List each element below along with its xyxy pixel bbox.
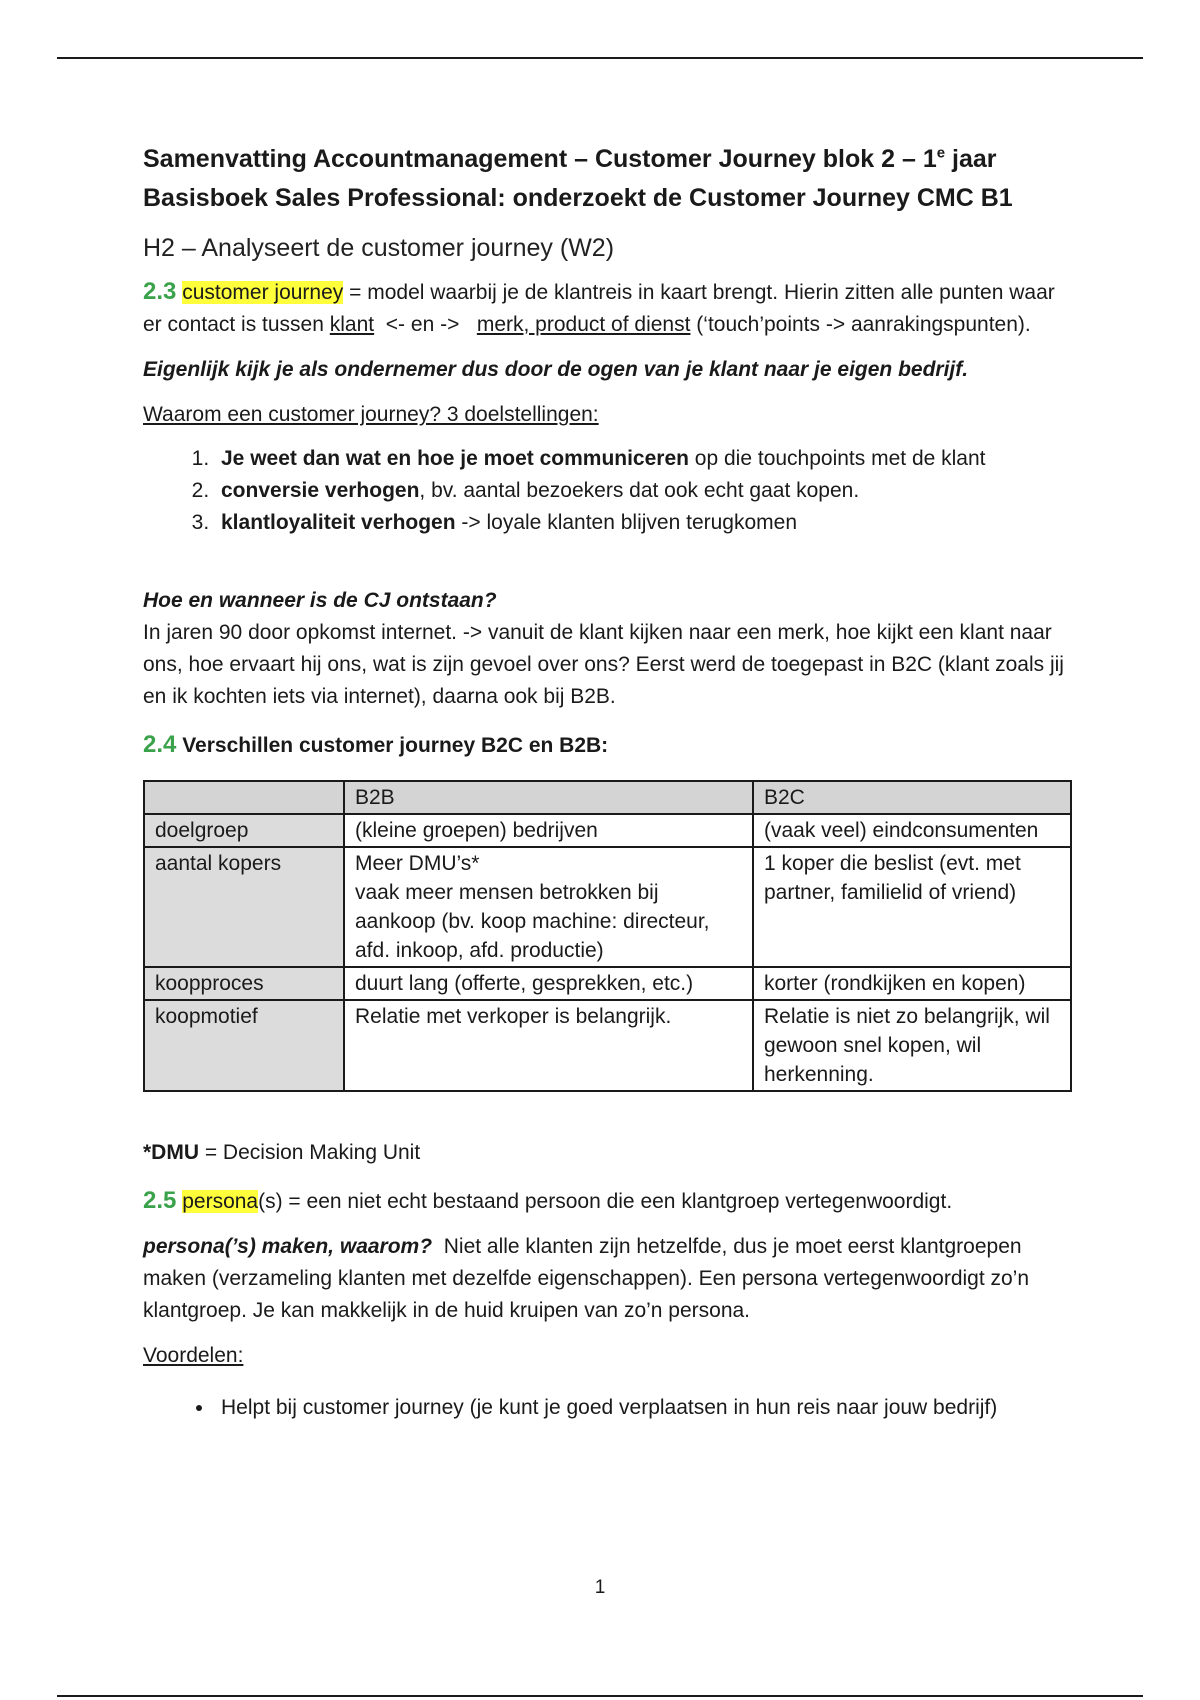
table-cell: korter (rondkijken en kopen) xyxy=(753,967,1071,1000)
persona-why-paragraph xyxy=(143,1231,1073,1327)
title-text: Samenvatting Accountmanagement – Customer Journey blok 2 – 1 xyxy=(143,145,937,173)
table-row xyxy=(144,967,1071,1000)
section-2-4-heading xyxy=(143,729,1073,762)
top-rule xyxy=(57,57,1143,59)
section-number: 2.4 xyxy=(143,731,177,758)
goal-rest: , bv. aantal bezoekers dat ook echt gaat kopen. xyxy=(419,479,860,502)
table-row xyxy=(144,847,1071,967)
table-header-cell: B2C xyxy=(753,781,1071,814)
table-row-label: koopproces xyxy=(144,967,344,1000)
highlighted-term: customer journey xyxy=(182,281,344,304)
table-header-row xyxy=(144,781,1071,814)
table-cell: duurt lang (offerte, gesprekken, etc.) xyxy=(344,967,753,1000)
list-item xyxy=(215,475,1073,507)
table-cell: 1 koper die beslist (evt. met partner, familielid of vriend) xyxy=(753,847,1071,967)
origin-text: In jaren 90 door opkomst internet. -> vanuit de klant kijken naar een merk, hoe kijkt een klant naar ons, hoe ervaart hij ons, wat is zijn gevoel over ons? Eerst werd de toegepast in B2C (klant zoals jij en ik kochten iets via internet), daarna ook bij B2B. xyxy=(143,621,1064,708)
list-item xyxy=(215,507,1073,539)
why-answer: Niet alle klanten zijn hetzelfde, dus je moet eerst klantgroepen maken (verzameling klanten met dezelfde eigenschappen). Een persona vertegenwoordigt zo’n klantgroep. Je kan makkelijk in de huid kruipen van zo’n persona. xyxy=(143,1235,1035,1322)
emphasis-statement: Eigenlijk kijk je als ondernemer dus door de ogen van je klant naar je eigen bedrijf. xyxy=(143,358,969,381)
table-cell: (kleine groepen) bedrijven xyxy=(344,814,753,847)
dmu-footnote xyxy=(143,1137,1073,1169)
goal-rest: -> loyale klanten blijven terugkomen xyxy=(455,511,798,534)
highlighted-term: persona xyxy=(182,1190,259,1213)
table-row xyxy=(144,1000,1071,1091)
definition-text-end: (‘touch’points -> aanrakingspunten). xyxy=(690,313,1031,336)
document-title-line1 xyxy=(143,140,1073,179)
table-header-cell: B2B xyxy=(344,781,753,814)
section-title: Verschillen customer journey B2C en B2B: xyxy=(176,734,609,757)
table-header-cell xyxy=(144,781,344,814)
goals-list xyxy=(143,443,1073,539)
section-2-5-definition xyxy=(143,1185,1073,1218)
goal-bold: klantloyaliteit verhogen xyxy=(221,511,456,534)
bottom-rule xyxy=(57,1695,1143,1697)
table-row-label: doelgroep xyxy=(144,814,344,847)
benefits-list xyxy=(143,1392,1073,1424)
table-row-label: koopmotief xyxy=(144,1000,344,1091)
page-content xyxy=(143,140,1073,1424)
section-2-3-definition xyxy=(143,276,1073,341)
underlined-klant: klant xyxy=(329,313,375,336)
document-title-line2: Basisboek Sales Professional: onderzoekt de Customer Journey CMC B1 xyxy=(143,184,1013,212)
dmu-abbrev: *DMU xyxy=(143,1141,199,1164)
table-row-label: aantal kopers xyxy=(144,847,344,967)
page-number: 1 xyxy=(594,1577,606,1598)
list-item xyxy=(215,443,1073,475)
table-cell: (vaak veel) eindconsumenten xyxy=(753,814,1071,847)
table-row xyxy=(144,814,1071,847)
table-cell: Meer DMU’s* vaak meer mensen betrokken bij aankoop (bv. koop machine: directeur, afd. inkoop, afd. productie) xyxy=(344,847,753,967)
underlined-merk: merk, product of dienst xyxy=(476,313,691,336)
title-text-end: jaar xyxy=(945,145,997,173)
table-cell: Relatie is niet zo belangrijk, wil gewoon snel kopen, wil herkenning. xyxy=(753,1000,1071,1091)
goal-rest: op die touchpoints met de klant xyxy=(688,447,986,470)
goal-bold: conversie verhogen xyxy=(221,479,420,502)
list-item: • Helpt bij customer journey (je kunt je goed verplaatsen in hun reis naar jouw bedrijf) xyxy=(215,1392,1073,1424)
section-number: 2.3 xyxy=(143,278,177,305)
definition-text: (s) = een niet echt bestaand persoon die een klantgroep vertegenwoordigt. xyxy=(258,1190,953,1213)
voordelen-heading: Voordelen: xyxy=(143,1344,244,1367)
origin-question: Hoe en wanneer is de CJ ontstaan? xyxy=(143,589,497,612)
table-cell: Relatie met verkoper is belangrijk. xyxy=(344,1000,753,1091)
waarom-heading: Waarom een customer journey? 3 doelstellingen: xyxy=(143,403,599,426)
chapter-heading: H2 – Analyseert de customer journey (W2) xyxy=(143,234,615,262)
section-number: 2.5 xyxy=(143,1187,177,1214)
arrows-text: <- en -> xyxy=(374,313,477,336)
dmu-definition: = Decision Making Unit xyxy=(199,1141,421,1164)
definition-text: = model waarbij je de klantreis in kaart brengt. Hierin zitten alle punten waar er contact is tussen xyxy=(143,281,1055,336)
comparison-table xyxy=(143,780,1072,1092)
title-superscript: e xyxy=(936,144,946,162)
why-question: persona(’s) maken, waarom? xyxy=(143,1235,433,1258)
goal-bold: Je weet dan wat en hoe je moet communiceren xyxy=(221,447,689,470)
